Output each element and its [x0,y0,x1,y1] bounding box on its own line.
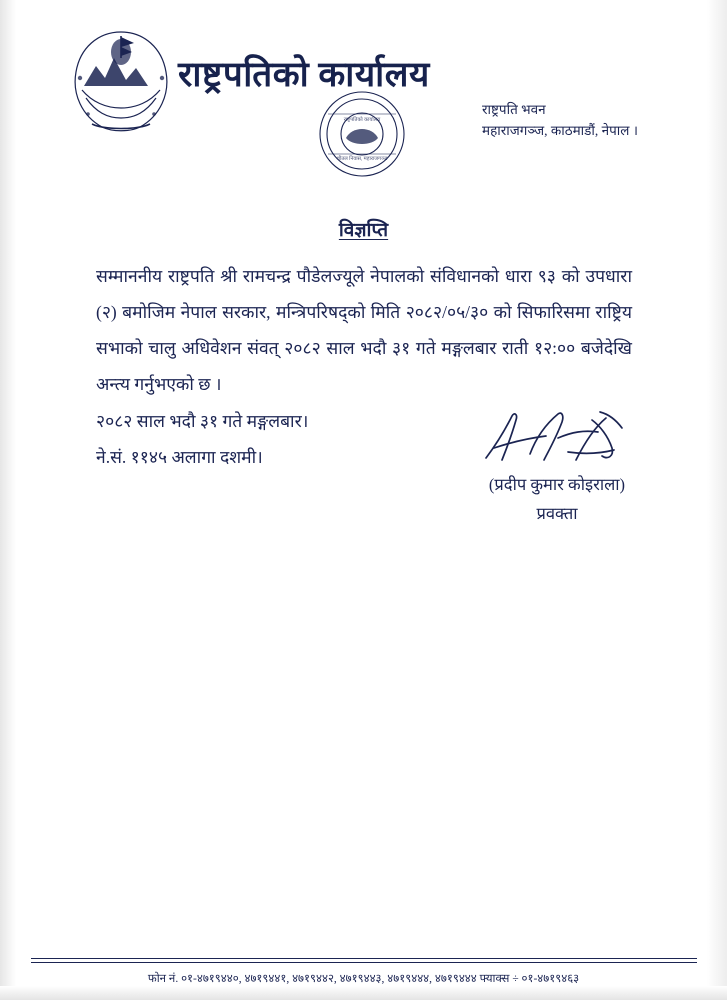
official-seal-icon [318,90,406,178]
signatory-name: (प्रदीप कुमार कोइराला) [488,475,626,494]
office-address [482,100,638,141]
body-paragraph: सम्माननीय राष्ट्रपति श्री रामचन्द्र पौडेलज्यूले नेपालको संविधानको धारा ९३ को उपधारा (२) बमोजिम नेपाल सरकार, मन्त्रिपरिषद्को मिति २०८२/०५/३० को सिफारिसमा राष्ट्रिय सभाको चालु अधिवेशन संवत् २०८२ साल भदौ ३१ गते मङ्गलबार राती १२:०० बजेदेखि अन्त्य गर्नुभएको छ । [96,266,632,394]
scan-edge-bottom [0,986,727,1000]
svg-text:शीतल निवास, महाराजगञ्ज: शीतल निवास, महाराजगञ्ज [336,156,388,162]
footer-contact-text: फोन नं. ०१-४७१९४४०, ४७१९४४१, ४७१९४४२, ४७१९४४३, ४७१९४४४, ४७१९४४४ फ्याक्स ÷ ०१-४७१९४६३ [147,973,580,985]
nepal-national-emblem-icon [62,28,180,136]
document-title-text: विज्ञप्ति [338,220,389,241]
footer-divider-bottom [31,962,697,963]
document-title [0,216,727,242]
date-line-ns: ने.सं. ११४५ अलागा दशमी। [96,447,263,467]
signature-block [432,408,682,524]
handwritten-signature-icon [472,408,642,470]
signatory-role: प्रवक्ता [536,504,578,523]
footer-divider-top [31,958,697,959]
footer [0,958,727,986]
svg-text:राष्ट्रपतिको कार्यालय: राष्ट्रपतिको कार्यालय [343,117,381,123]
date-lines [96,403,308,475]
organization-title: राष्ट्रपतिको कार्यालय [178,55,430,94]
letterhead [0,14,727,164]
date-line-bs: २०८२ साल भदौ ३१ गते मङ्गलबार। [96,411,309,431]
address-line-2: महाराजगञ्ज, काठमाडौं, नेपाल । [482,123,638,138]
address-line-1: राष्ट्रपति भवन [482,102,546,117]
